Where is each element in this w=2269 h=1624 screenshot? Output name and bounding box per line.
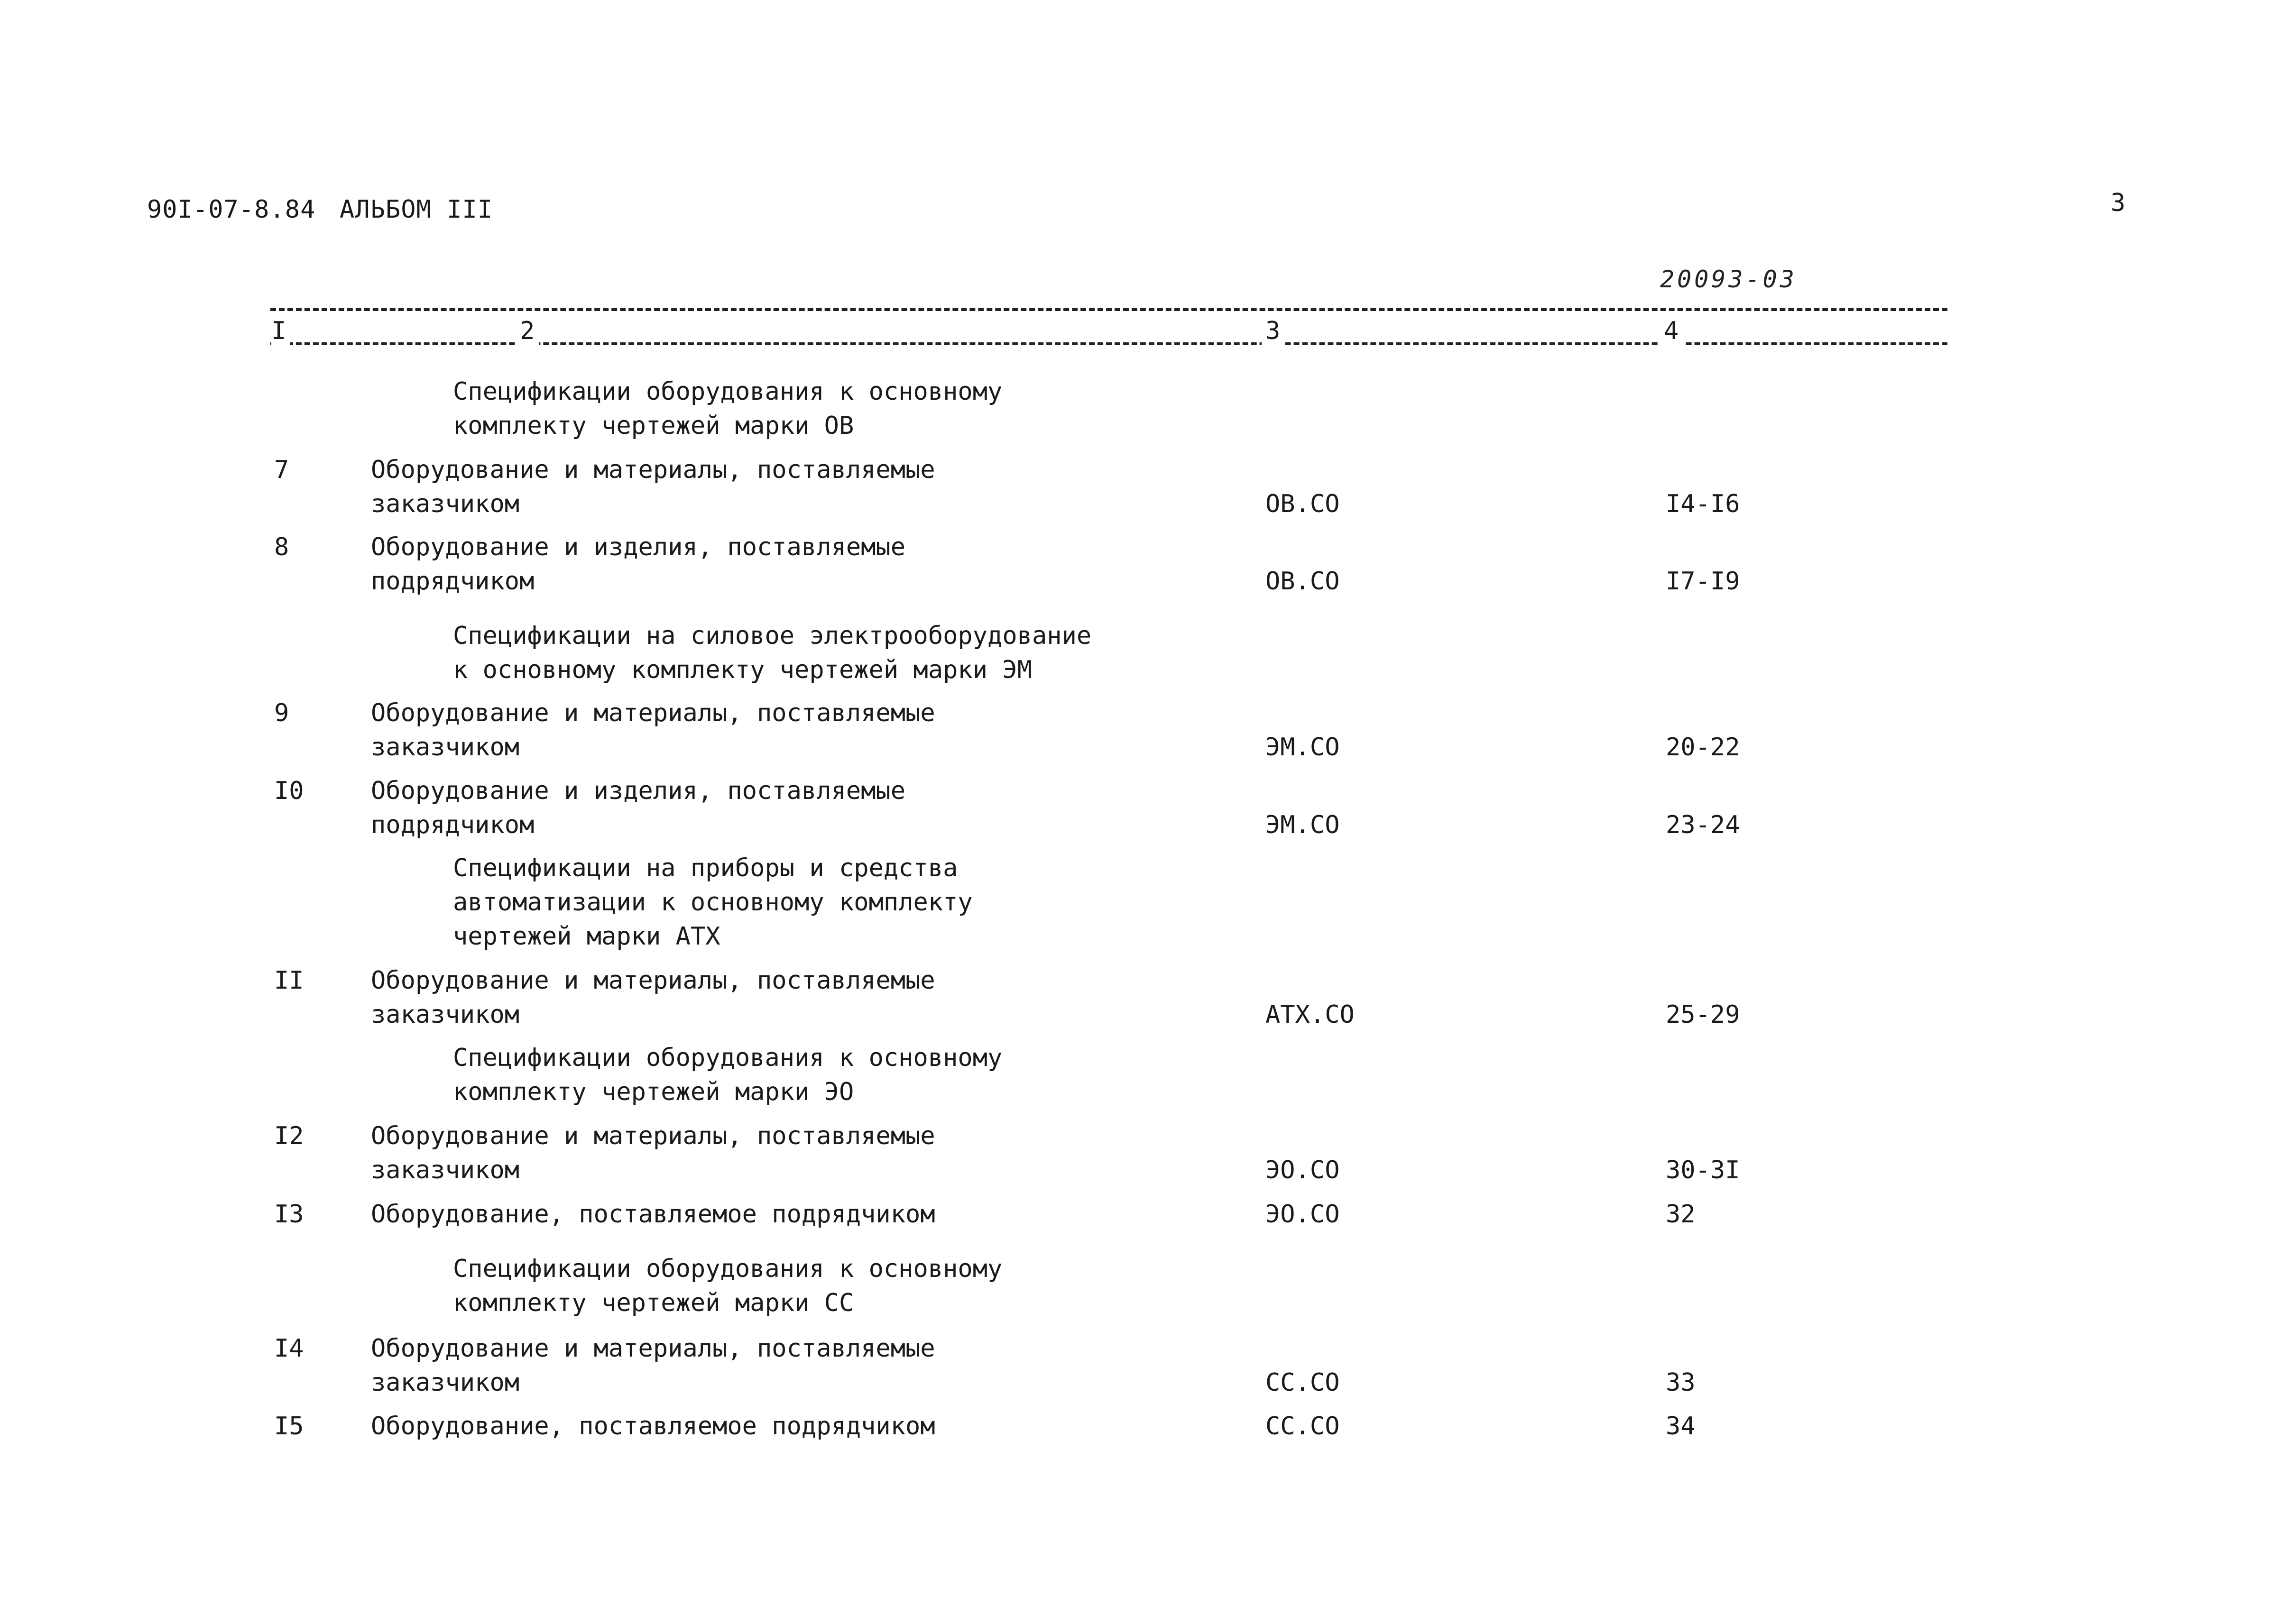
page-number: 3: [2111, 189, 2126, 217]
column-number-2: 2: [516, 317, 539, 345]
item-sheets: 34: [1666, 1412, 1696, 1440]
document-code: 90I-07-8.84: [147, 195, 316, 224]
item-number: 7: [274, 456, 289, 484]
item-mark: ОВ.СО: [1265, 490, 1340, 518]
item-title-line: Оборудование и материалы, поставляемые: [371, 966, 935, 995]
section-heading-line: чертежей марки АТХ: [453, 922, 720, 951]
item-title-line: подрядчиком: [371, 567, 535, 596]
item-title-line: заказчиком: [371, 1156, 520, 1184]
item-title-line: Оборудование и материалы, поставляемые: [371, 1334, 935, 1363]
item-sheets: 32: [1666, 1200, 1696, 1229]
item-title-line: Оборудование и материалы, поставляемые: [371, 456, 935, 484]
section-heading-line: комплекту чертежей марки ЭО: [453, 1078, 854, 1106]
item-title-line: Оборудование и изделия, поставляемые: [371, 777, 906, 805]
item-number: II: [274, 966, 304, 995]
column-number-4: 4: [1660, 317, 1683, 345]
item-number: I3: [274, 1200, 304, 1229]
item-mark: ЭО.СО: [1265, 1200, 1340, 1229]
item-mark: ЭМ.СО: [1265, 733, 1340, 762]
section-heading-line: комплекту чертежей марки СС: [453, 1289, 854, 1317]
table-top-rule: [270, 308, 1947, 311]
section-heading-line: Спецификации оборудования к основному: [453, 1255, 1003, 1283]
item-sheets: 20-22: [1666, 733, 1740, 762]
item-mark: ОВ.СО: [1265, 567, 1340, 596]
item-number: I2: [274, 1122, 304, 1150]
section-heading-line: автоматизации к основному комплекту: [453, 888, 973, 917]
item-mark: ЭО.СО: [1265, 1156, 1340, 1184]
item-number: I5: [274, 1412, 304, 1440]
album-title: АЛЬБОМ III: [340, 195, 493, 224]
item-number: 8: [274, 533, 289, 561]
item-mark: АТХ.СО: [1265, 1000, 1355, 1029]
item-sheets: 33: [1666, 1368, 1696, 1397]
item-sheets: 30-3I: [1666, 1156, 1740, 1184]
item-title-line: Оборудование и материалы, поставляемые: [371, 1122, 935, 1150]
item-title-line: заказчиком: [371, 733, 520, 762]
column-number-1: I: [271, 317, 290, 345]
item-title-line: Оборудование и материалы, поставляемые: [371, 699, 935, 727]
item-sheets: 23-24: [1666, 811, 1740, 839]
section-heading-line: к основному комплекту чертежей марки ЭМ: [453, 656, 1032, 684]
item-mark: ЭМ.СО: [1265, 811, 1340, 839]
inventory-number: 20093-03: [1660, 266, 1797, 293]
item-sheets: I7-I9: [1666, 567, 1740, 596]
item-mark: СС.СО: [1265, 1412, 1340, 1440]
item-sheets: I4-I6: [1666, 490, 1740, 518]
column-number-3: 3: [1262, 317, 1284, 345]
item-number: I0: [274, 777, 304, 805]
item-number: I4: [274, 1334, 304, 1363]
section-heading-line: Спецификации оборудования к основному: [453, 377, 1003, 406]
section-heading-line: комплекту чертежей марки ОВ: [453, 412, 854, 440]
item-title-line: заказчиком: [371, 1000, 520, 1029]
item-number: 9: [274, 699, 289, 727]
item-title-line: Оборудование, поставляемое подрядчиком: [371, 1200, 935, 1229]
item-title-line: заказчиком: [371, 1368, 520, 1397]
item-title-line: заказчиком: [371, 490, 520, 518]
item-title-line: Оборудование, поставляемое подрядчиком: [371, 1412, 935, 1440]
item-title-line: Оборудование и изделия, поставляемые: [371, 533, 906, 561]
item-mark: СС.СО: [1265, 1368, 1340, 1397]
section-heading-line: Спецификации на силовое электрооборудование: [453, 622, 1092, 650]
item-sheets: 25-29: [1666, 1000, 1740, 1029]
section-heading-line: Спецификации оборудования к основному: [453, 1044, 1003, 1072]
item-title-line: подрядчиком: [371, 811, 535, 839]
section-heading-line: Спецификации на приборы и средства: [453, 854, 958, 882]
